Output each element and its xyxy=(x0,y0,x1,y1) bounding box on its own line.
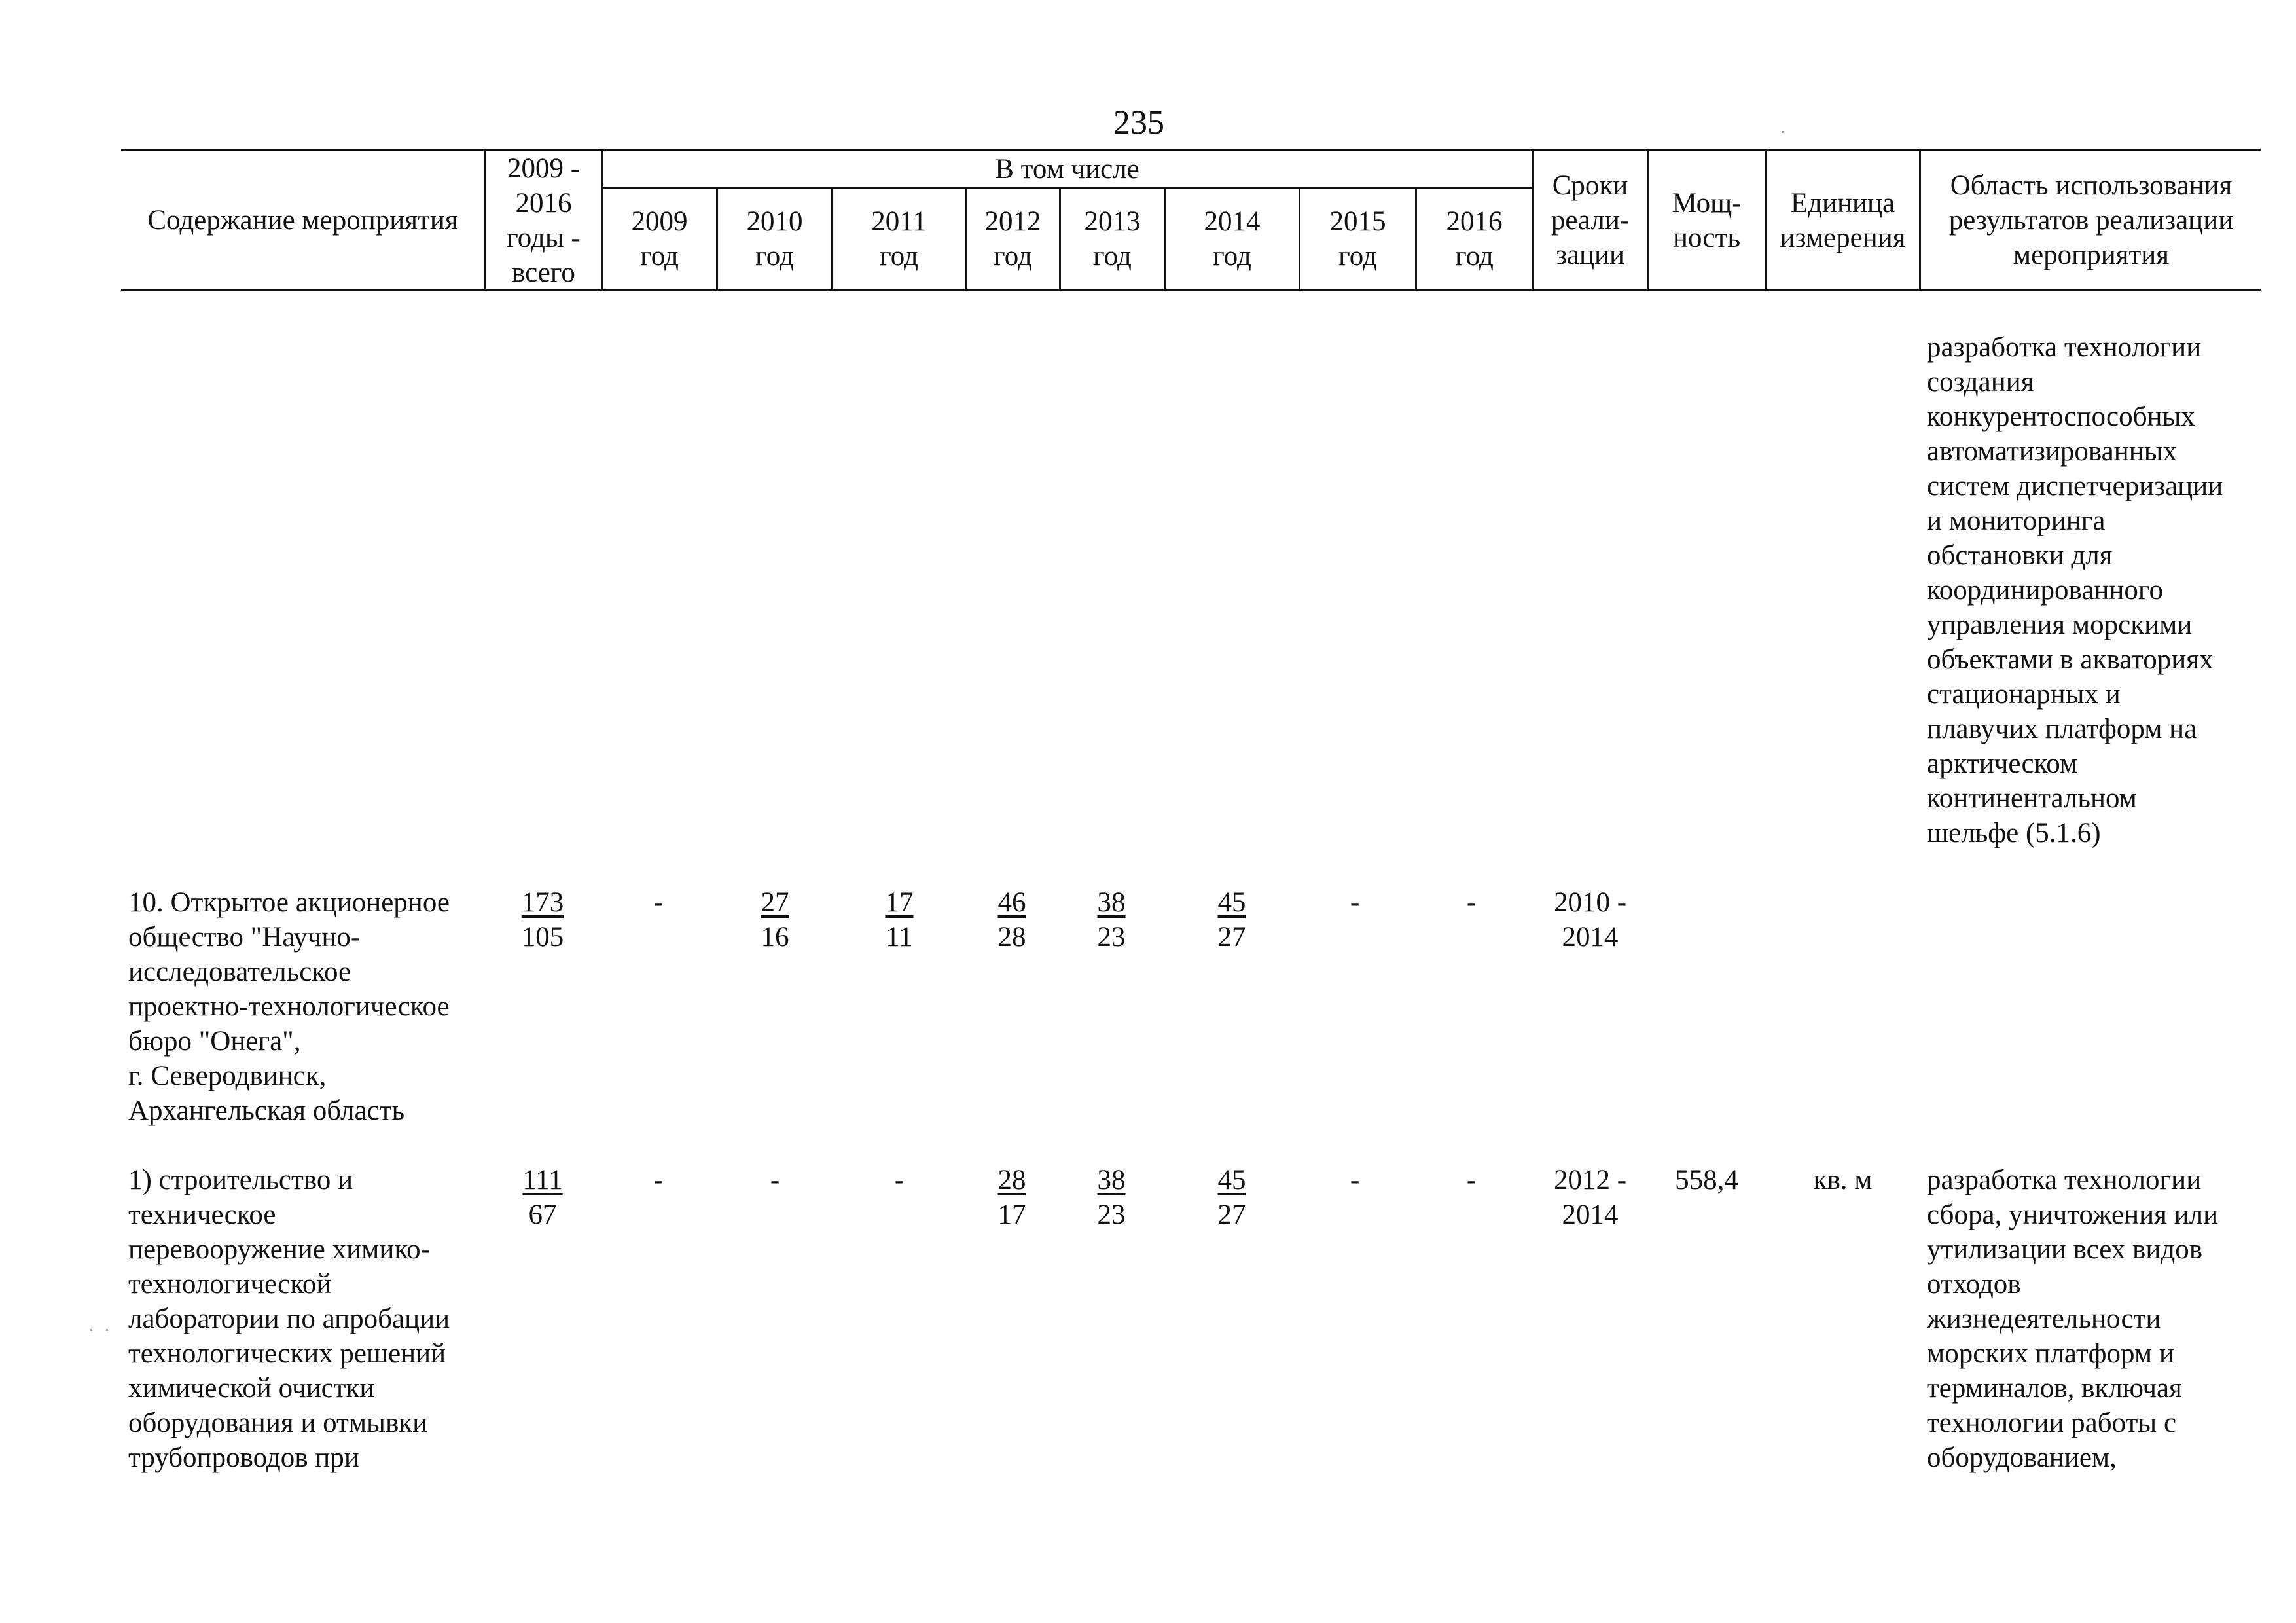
value-top: 17 xyxy=(885,887,914,918)
scan-speck xyxy=(90,1329,92,1331)
header-year-2010: 2010 год xyxy=(746,206,803,272)
value-bottom: 105 xyxy=(521,922,564,953)
row-area: разработка технологии сбора, уничтожения или утилизации всех видов отходов жизнедеятельности морских платформ и терминалов, включая технологии работы с оборудованием, xyxy=(1927,1165,2219,1473)
row-unit: кв. м xyxy=(1813,1165,1873,1195)
row-total xyxy=(503,1163,582,1232)
header-area: Область использования результатов реализации мероприятия xyxy=(1948,170,2234,270)
year-2012-value xyxy=(973,885,1051,955)
value-top: 38 xyxy=(1097,1165,1126,1195)
value-bottom: 11 xyxy=(886,922,913,953)
year-2012-value xyxy=(973,1163,1051,1232)
page-number: 235 xyxy=(1113,104,1164,141)
row-capacity: 558,4 xyxy=(1675,1165,1738,1195)
year-2011-value: - xyxy=(894,1165,905,1195)
year-2015-value: - xyxy=(1350,887,1360,918)
year-2013-value xyxy=(1072,885,1151,955)
header-year-2014: 2014 год xyxy=(1204,206,1261,272)
header-total: 2009 - 2016 годы - всего xyxy=(507,153,581,288)
value-bottom: 23 xyxy=(1097,922,1126,953)
value-top: 45 xyxy=(1217,887,1246,918)
scan-speck xyxy=(106,1329,108,1331)
value-top: 45 xyxy=(1217,1165,1246,1195)
row-terms: 2010 - 2014 xyxy=(1553,887,1627,953)
year-2016-value: - xyxy=(1466,887,1477,918)
header-terms: Сроки реали- зации xyxy=(1551,170,1630,270)
year-2010-value: - xyxy=(770,1165,780,1195)
value-bottom: 28 xyxy=(997,922,1026,953)
value-bottom: 23 xyxy=(1097,1199,1126,1230)
year-2014-value xyxy=(1193,885,1271,955)
value-bottom: 27 xyxy=(1217,1199,1246,1230)
year-2013-value xyxy=(1072,1163,1151,1232)
header-year-2016: 2016 год xyxy=(1446,206,1503,272)
header-year-2012: 2012 год xyxy=(984,206,1041,272)
header-year-2013: 2013 год xyxy=(1084,206,1141,272)
header-unit: Единица измерения xyxy=(1780,187,1906,253)
header-year-2015: 2015 год xyxy=(1329,206,1386,272)
value-bottom: 27 xyxy=(1217,922,1246,953)
value-bottom: 16 xyxy=(761,922,789,953)
year-2014-value xyxy=(1193,1163,1271,1232)
row-total xyxy=(503,885,582,955)
value-top: 111 xyxy=(522,1165,563,1195)
value-top: 173 xyxy=(521,887,564,918)
header-year-2011: 2011 год xyxy=(871,206,927,272)
value-bottom: 17 xyxy=(997,1199,1026,1230)
value-top: 38 xyxy=(1097,887,1126,918)
year-2011-value xyxy=(860,885,939,955)
header-capacity: Мощ- ность xyxy=(1672,187,1742,253)
year-2015-value: - xyxy=(1350,1165,1360,1195)
table-header-bottom-border xyxy=(121,289,2261,291)
header-including: В том числе xyxy=(995,153,1139,185)
row-terms: 2012 - 2014 xyxy=(1553,1165,1627,1230)
value-top: 27 xyxy=(761,887,789,918)
row-content: 1) строительство и техническое перевооружение химико- технологической лаборатории по апробации технологических решений химической очистки оборудования и отмывки трубопроводов при xyxy=(128,1165,450,1473)
value-top: 46 xyxy=(997,887,1026,918)
year-2009-value: - xyxy=(653,1165,664,1195)
header-content: Содержание мероприятия xyxy=(147,205,458,236)
year-2010-value xyxy=(736,885,814,955)
continuation-area-text: разработка технологии создания конкурентоспособных автоматизированных систем диспетчеризации и мониторинга обстановки для координированного управления морскими объектами в акваториях стационарных и плавучих платформ на арктическом континентальном шельфе (5.1.6) xyxy=(1927,332,2223,848)
year-2009-value: - xyxy=(653,887,664,918)
scan-speck xyxy=(1782,131,1784,133)
year-2016-value: - xyxy=(1466,1165,1477,1195)
value-top: 28 xyxy=(997,1165,1026,1195)
value-bottom: 67 xyxy=(528,1199,557,1230)
row-content: 10. Открытое акционерное общество "Научно- исследовательское проектно-технологическое бюро "Онега", г. Северодвинск, Архангельская область xyxy=(128,887,450,1126)
header-year-2009: 2009 год xyxy=(631,206,688,272)
